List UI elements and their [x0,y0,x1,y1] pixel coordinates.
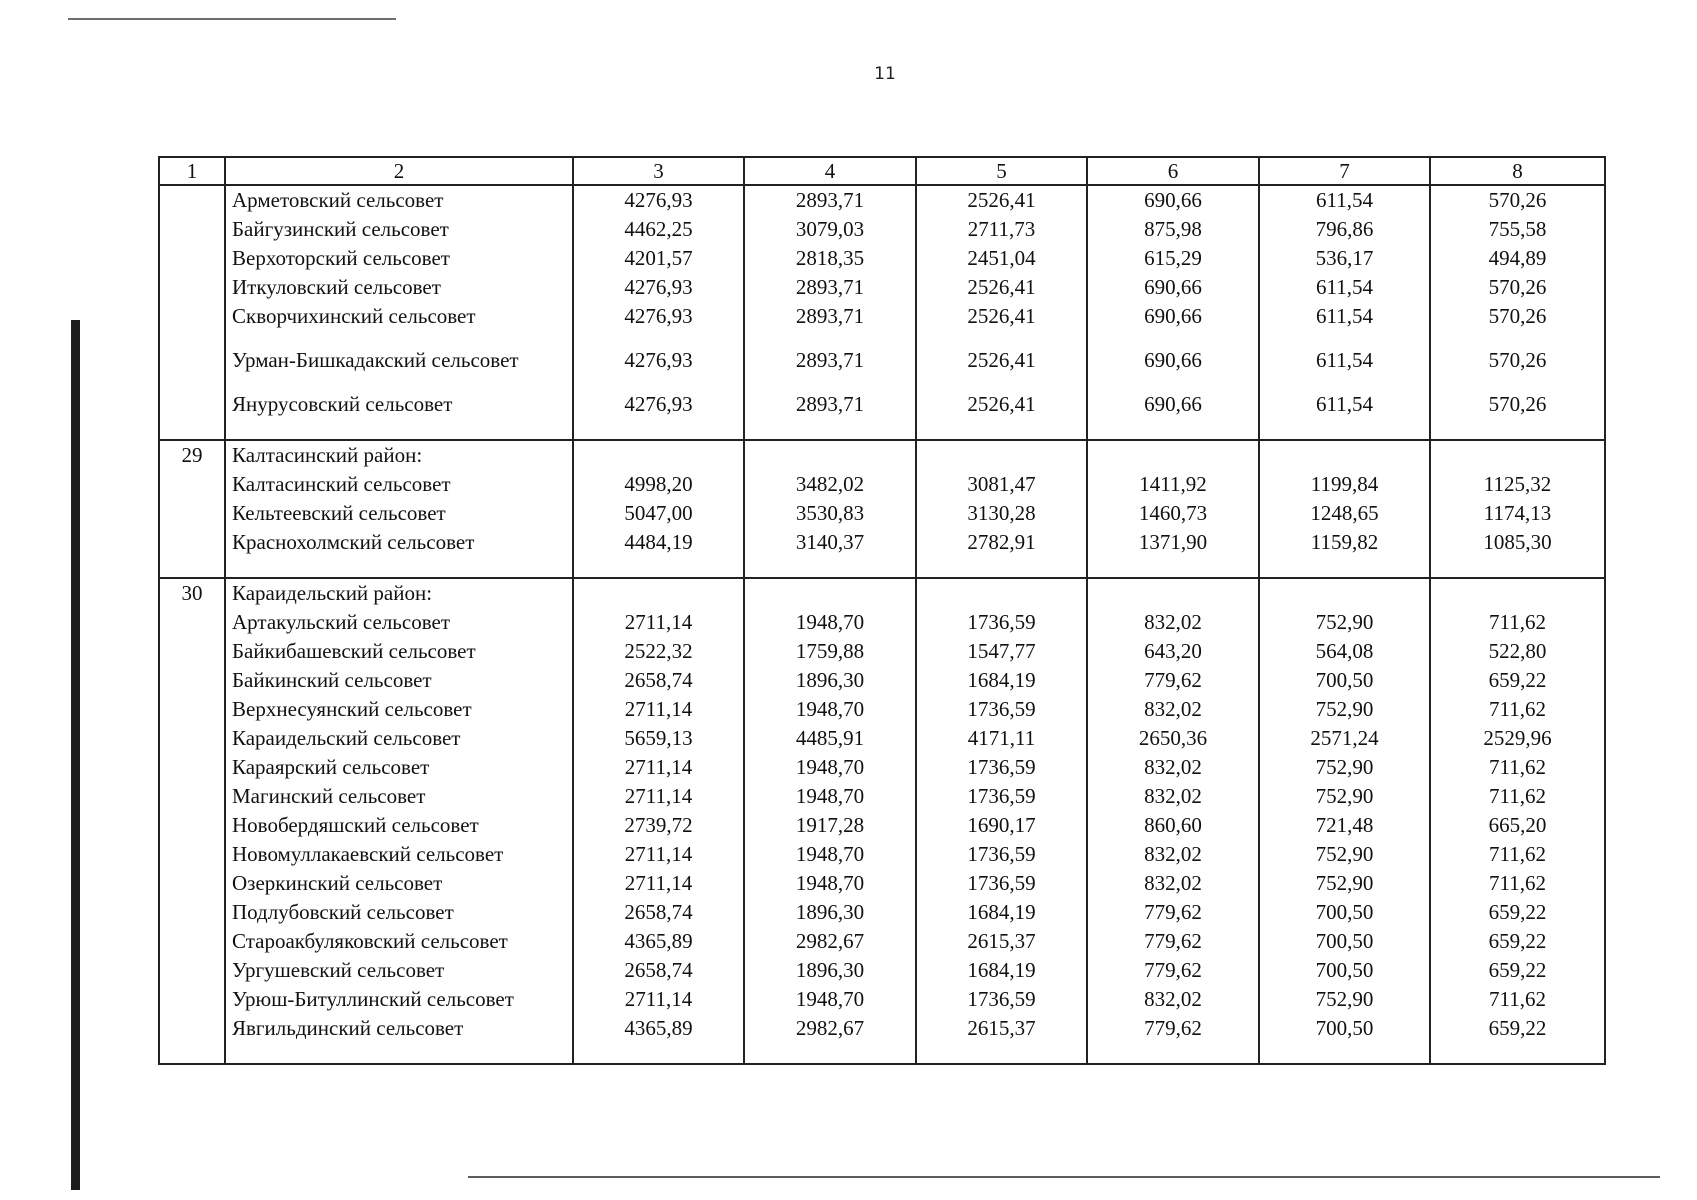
value-cell: 1736,59 [916,869,1087,898]
empty-cell [159,499,225,528]
value-cell: 2526,41 [916,273,1087,302]
value-cell: 711,62 [1430,840,1605,869]
value-cell: 2711,14 [573,782,744,811]
table-row [159,331,1605,375]
empty-cell [1430,578,1605,608]
empty-cell [159,244,225,273]
column-header: 4 [744,157,916,185]
value-cell: 2711,14 [573,753,744,782]
value-cell: 711,62 [1430,753,1605,782]
empty-cell [159,375,225,419]
value-cell: 700,50 [1259,1014,1430,1043]
value-cell: 711,62 [1430,985,1605,1014]
value-cell: 2522,32 [573,637,744,666]
table-row [159,956,1605,985]
value-cell: 1174,13 [1430,499,1605,528]
value-cell: 4276,93 [573,273,744,302]
empty-cell [159,956,225,985]
value-cell: 1248,65 [1259,499,1430,528]
table-row [159,724,1605,753]
table-row [159,470,1605,499]
table-row [159,753,1605,782]
value-cell: 2711,14 [573,840,744,869]
column-header: 8 [1430,157,1605,185]
empty-cell [1430,419,1605,440]
value-cell: 659,22 [1430,927,1605,956]
empty-cell [1259,557,1430,578]
value-cell: 832,02 [1087,840,1259,869]
value-cell: 4171,11 [916,724,1087,753]
value-cell: 4365,89 [573,1014,744,1043]
empty-cell [225,419,573,440]
row-name: Урюш-Битуллинский сельсовет [225,985,573,1014]
value-cell: 690,66 [1087,273,1259,302]
value-cell: 1736,59 [916,753,1087,782]
value-cell: 1736,59 [916,782,1087,811]
value-cell: 3081,47 [916,470,1087,499]
value-cell: 2615,37 [916,927,1087,956]
value-cell: 2658,74 [573,956,744,985]
value-cell: 875,98 [1087,215,1259,244]
value-cell: 700,50 [1259,927,1430,956]
value-cell: 522,80 [1430,637,1605,666]
value-cell: 1896,30 [744,898,916,927]
value-cell: 779,62 [1087,956,1259,985]
value-cell: 3079,03 [744,215,916,244]
value-cell: 4365,89 [573,927,744,956]
value-cell: 3530,83 [744,499,916,528]
empty-cell [573,1043,744,1064]
value-cell: 752,90 [1259,695,1430,724]
empty-cell [159,782,225,811]
value-cell: 4998,20 [573,470,744,499]
group-29 [159,440,1605,578]
value-cell: 2711,73 [916,215,1087,244]
value-cell: 2711,14 [573,608,744,637]
row-name: Урман-Бишкадакский сельсовет [225,331,573,375]
empty-cell [744,440,916,470]
empty-cell [1087,557,1259,578]
row-name: Байгузинский сельсовет [225,215,573,244]
value-cell: 659,22 [1430,1014,1605,1043]
empty-cell [744,557,916,578]
value-cell: 4276,93 [573,185,744,215]
group-spacer-row [159,557,1605,578]
value-cell: 1371,90 [1087,528,1259,557]
empty-cell [1259,419,1430,440]
value-cell: 2526,41 [916,302,1087,331]
value-cell: 779,62 [1087,1014,1259,1043]
value-cell: 570,26 [1430,375,1605,419]
value-cell: 611,54 [1259,273,1430,302]
row-name: Краснохолмский сельсовет [225,528,573,557]
empty-cell [573,440,744,470]
value-cell: 832,02 [1087,695,1259,724]
table-row [159,666,1605,695]
value-cell: 1917,28 [744,811,916,840]
value-cell: 711,62 [1430,608,1605,637]
value-cell: 796,86 [1259,215,1430,244]
empty-cell [916,557,1087,578]
empty-cell [159,185,225,215]
value-cell: 1684,19 [916,666,1087,695]
value-cell: 832,02 [1087,985,1259,1014]
table-row [159,1014,1605,1043]
table-row [159,244,1605,273]
table-row [159,608,1605,637]
empty-cell [1259,578,1430,608]
value-cell: 536,17 [1259,244,1430,273]
value-cell: 2893,71 [744,331,916,375]
table-row [159,273,1605,302]
empty-cell [159,419,225,440]
value-cell: 1948,70 [744,608,916,637]
row-name: Кельтеевский сельсовет [225,499,573,528]
data-table [158,156,1606,1065]
value-cell: 1736,59 [916,608,1087,637]
empty-cell [159,666,225,695]
value-cell: 1948,70 [744,869,916,898]
value-cell: 690,66 [1087,375,1259,419]
value-cell: 711,62 [1430,782,1605,811]
column-header-row [159,157,1605,185]
value-cell: 659,22 [1430,956,1605,985]
group-spacer-row [159,419,1605,440]
value-cell: 564,08 [1259,637,1430,666]
value-cell: 711,62 [1430,695,1605,724]
row-name: Иткуловский сельсовет [225,273,573,302]
value-cell: 832,02 [1087,869,1259,898]
value-cell: 665,20 [1430,811,1605,840]
top-rule [68,18,396,20]
empty-cell [159,302,225,331]
empty-cell [573,557,744,578]
empty-cell [225,1043,573,1064]
value-cell: 755,58 [1430,215,1605,244]
value-cell: 570,26 [1430,331,1605,375]
column-header: 3 [573,157,744,185]
value-cell: 3140,37 [744,528,916,557]
value-cell: 2893,71 [744,185,916,215]
empty-cell [159,470,225,499]
value-cell: 2711,14 [573,869,744,898]
value-cell: 752,90 [1259,985,1430,1014]
group-number: 29 [159,440,225,470]
column-header: 6 [1087,157,1259,185]
group-title-row [159,440,1605,470]
value-cell: 832,02 [1087,753,1259,782]
value-cell: 779,62 [1087,666,1259,695]
value-cell: 711,62 [1430,869,1605,898]
empty-cell [1259,1043,1430,1064]
value-cell: 779,62 [1087,898,1259,927]
value-cell: 2529,96 [1430,724,1605,753]
value-cell: 2571,24 [1259,724,1430,753]
row-name: Байкинский сельсовет [225,666,573,695]
table-row [159,375,1605,419]
value-cell: 860,60 [1087,811,1259,840]
table-row [159,985,1605,1014]
column-header: 1 [159,157,225,185]
table-row [159,927,1605,956]
row-name: Явгильдинский сельсовет [225,1014,573,1043]
table-row [159,782,1605,811]
column-header: 5 [916,157,1087,185]
value-cell: 570,26 [1430,302,1605,331]
value-cell: 1690,17 [916,811,1087,840]
value-cell: 5047,00 [573,499,744,528]
row-name: Артакульский сельсовет [225,608,573,637]
value-cell: 4276,93 [573,302,744,331]
row-name: Подлубовский сельсовет [225,898,573,927]
empty-cell [159,608,225,637]
value-cell: 5659,13 [573,724,744,753]
empty-cell [159,1014,225,1043]
value-cell: 3482,02 [744,470,916,499]
row-name: Магинский сельсовет [225,782,573,811]
row-name: Новомуллакаевский сельсовет [225,840,573,869]
empty-cell [159,753,225,782]
value-cell: 832,02 [1087,782,1259,811]
empty-cell [744,1043,916,1064]
empty-cell [159,898,225,927]
empty-cell [159,985,225,1014]
row-name: Байкибашевский сельсовет [225,637,573,666]
value-cell: 1684,19 [916,956,1087,985]
scan-edge-bar [71,320,80,1190]
value-cell: 1736,59 [916,695,1087,724]
value-cell: 779,62 [1087,927,1259,956]
empty-cell [573,419,744,440]
group-number: 30 [159,578,225,608]
empty-cell [159,557,225,578]
empty-cell [159,811,225,840]
value-cell: 4201,57 [573,244,744,273]
value-cell: 690,66 [1087,185,1259,215]
empty-cell [159,695,225,724]
value-cell: 2893,71 [744,302,916,331]
empty-cell [1430,557,1605,578]
value-cell: 4485,91 [744,724,916,753]
value-cell: 832,02 [1087,608,1259,637]
value-cell: 4462,25 [573,215,744,244]
empty-cell [159,927,225,956]
value-cell: 1948,70 [744,840,916,869]
value-cell: 700,50 [1259,666,1430,695]
empty-cell [159,273,225,302]
empty-cell [744,578,916,608]
empty-cell [159,637,225,666]
value-cell: 1948,70 [744,753,916,782]
value-cell: 4276,93 [573,331,744,375]
row-name: Караярский сельсовет [225,753,573,782]
value-cell: 1948,70 [744,695,916,724]
page-number: 11 [874,64,896,84]
row-name: Янурусовский сельсовет [225,375,573,419]
value-cell: 611,54 [1259,302,1430,331]
table-row [159,499,1605,528]
value-cell: 1684,19 [916,898,1087,927]
value-cell: 2658,74 [573,666,744,695]
value-cell: 2711,14 [573,985,744,1014]
value-cell: 2893,71 [744,375,916,419]
value-cell: 1159,82 [1259,528,1430,557]
value-cell: 659,22 [1430,666,1605,695]
value-cell: 700,50 [1259,898,1430,927]
value-cell: 1896,30 [744,956,916,985]
row-name: Верхоторский сельсовет [225,244,573,273]
row-name: Староакбуляковский сельсовет [225,927,573,956]
empty-cell [159,1043,225,1064]
value-cell: 1085,30 [1430,528,1605,557]
value-cell: 570,26 [1430,185,1605,215]
empty-cell [159,331,225,375]
row-name: Новобердяшский сельсовет [225,811,573,840]
value-cell: 2982,67 [744,927,916,956]
value-cell: 3130,28 [916,499,1087,528]
value-cell: 615,29 [1087,244,1259,273]
table-row [159,302,1605,331]
value-cell: 2711,14 [573,695,744,724]
value-cell: 1411,92 [1087,470,1259,499]
empty-cell [159,840,225,869]
group-title-row [159,578,1605,608]
table-row [159,898,1605,927]
table-row [159,637,1605,666]
empty-cell [1430,440,1605,470]
group-continued [159,185,1605,440]
empty-cell [916,1043,1087,1064]
row-name: Арметовский сельсовет [225,185,573,215]
value-cell: 494,89 [1430,244,1605,273]
group-title: Караидельский район: [225,578,573,608]
value-cell: 1948,70 [744,782,916,811]
row-name: Озеркинский сельсовет [225,869,573,898]
row-name: Ургушевский сельсовет [225,956,573,985]
value-cell: 570,26 [1430,273,1605,302]
column-header: 7 [1259,157,1430,185]
table-row [159,215,1605,244]
empty-cell [1087,419,1259,440]
empty-cell [1087,578,1259,608]
empty-cell [1087,440,1259,470]
value-cell: 2451,04 [916,244,1087,273]
value-cell: 643,20 [1087,637,1259,666]
value-cell: 2650,36 [1087,724,1259,753]
value-cell: 2615,37 [916,1014,1087,1043]
group-title: Калтасинский район: [225,440,573,470]
value-cell: 2526,41 [916,331,1087,375]
value-cell: 2658,74 [573,898,744,927]
table-row [159,869,1605,898]
value-cell: 4484,19 [573,528,744,557]
table-row [159,185,1605,215]
value-cell: 1125,32 [1430,470,1605,499]
empty-cell [916,419,1087,440]
value-cell: 2739,72 [573,811,744,840]
row-name: Караидельский сельсовет [225,724,573,753]
table-row [159,811,1605,840]
empty-cell [1087,1043,1259,1064]
row-name: Калтасинский сельсовет [225,470,573,499]
value-cell: 1736,59 [916,840,1087,869]
value-cell: 1896,30 [744,666,916,695]
empty-cell [159,724,225,753]
row-name: Скворчихинский сельсовет [225,302,573,331]
bottom-rule [468,1176,1660,1178]
group-spacer-row [159,1043,1605,1064]
table-row [159,840,1605,869]
value-cell: 752,90 [1259,782,1430,811]
empty-cell [159,528,225,557]
value-cell: 752,90 [1259,840,1430,869]
empty-cell [159,215,225,244]
value-cell: 2526,41 [916,185,1087,215]
value-cell: 1547,77 [916,637,1087,666]
value-cell: 752,90 [1259,608,1430,637]
row-name: Верхнесуянский сельсовет [225,695,573,724]
value-cell: 2893,71 [744,273,916,302]
value-cell: 1948,70 [744,985,916,1014]
value-cell: 4276,93 [573,375,744,419]
value-cell: 752,90 [1259,753,1430,782]
empty-cell [573,578,744,608]
empty-cell [916,578,1087,608]
value-cell: 1460,73 [1087,499,1259,528]
empty-cell [225,557,573,578]
value-cell: 690,66 [1087,302,1259,331]
value-cell: 611,54 [1259,331,1430,375]
value-cell: 659,22 [1430,898,1605,927]
value-cell: 752,90 [1259,869,1430,898]
value-cell: 2818,35 [744,244,916,273]
value-cell: 1199,84 [1259,470,1430,499]
value-cell: 2982,67 [744,1014,916,1043]
value-cell: 700,50 [1259,956,1430,985]
value-cell: 2526,41 [916,375,1087,419]
value-cell: 1736,59 [916,985,1087,1014]
table-row [159,695,1605,724]
empty-cell [916,440,1087,470]
value-cell: 2782,91 [916,528,1087,557]
empty-cell [159,869,225,898]
group-30 [159,578,1605,1064]
value-cell: 690,66 [1087,331,1259,375]
value-cell: 721,48 [1259,811,1430,840]
column-header: 2 [225,157,573,185]
value-cell: 611,54 [1259,375,1430,419]
empty-cell [1430,1043,1605,1064]
value-cell: 611,54 [1259,185,1430,215]
table-row [159,528,1605,557]
empty-cell [1259,440,1430,470]
value-cell: 1759,88 [744,637,916,666]
empty-cell [744,419,916,440]
